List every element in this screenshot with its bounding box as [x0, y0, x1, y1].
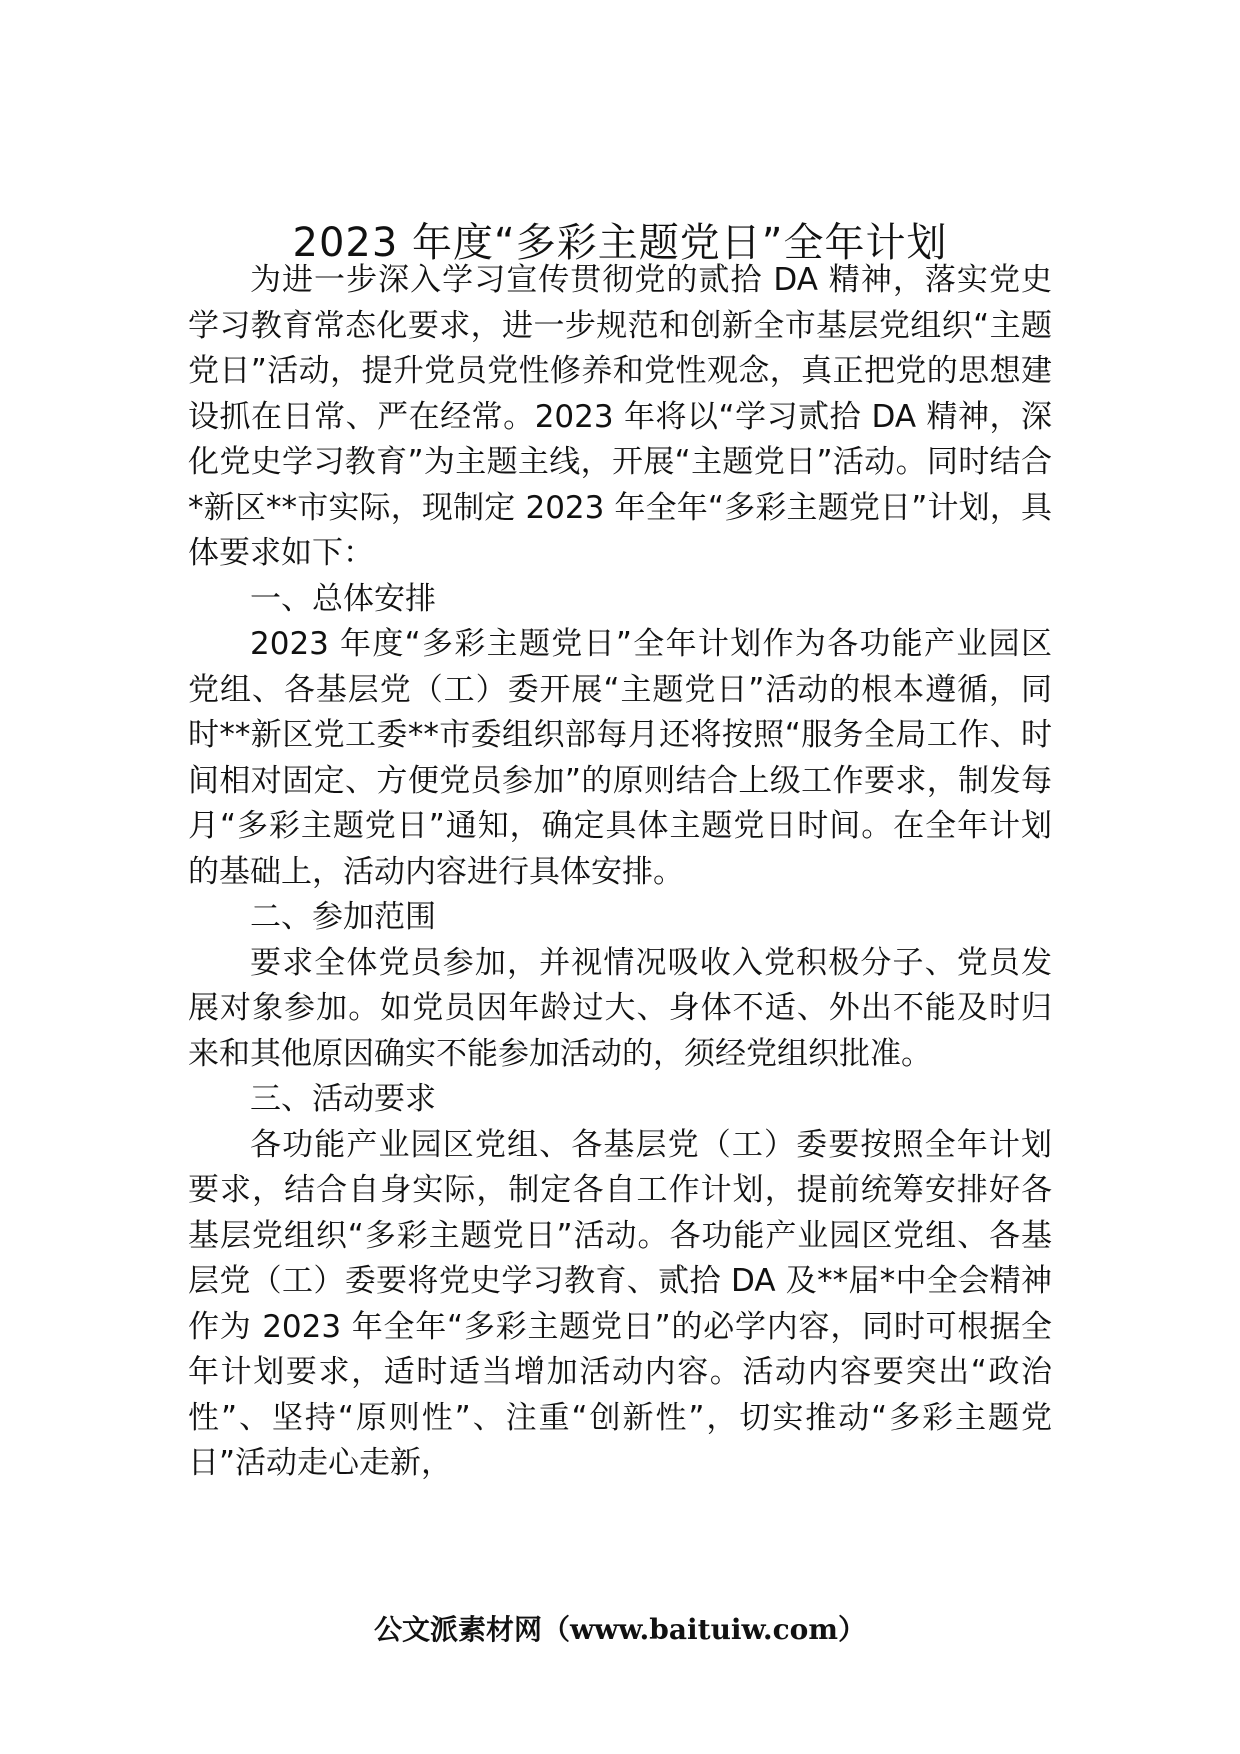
document-title: 2023 年度“多彩主题党日”全年计划 [292, 219, 948, 266]
participation-scope-paragraph: 要求全体党员参加，并视情况吸收入党积极分子、党员发展对象参加。如党员因年龄过大、身体不适、外出不能及时归来和其他原因确实不能参加活动的，须经党组织批准。 [188, 944, 1052, 1072]
document-body [188, 258, 1052, 1487]
overall-arrangement-paragraph: 2023 年度“多彩主题党日”全年计划作为各功能产业园区党组、各基层党（工）委开展“主题党日”活动的根本遵循，同时**新区党工委**市委组织部每月还将按照“服务全局工作、时间相对固定、方便党员参加”的原则结合上级工作要求，制发每月“多彩主题党日”通知，确定具体主题党日时间。在全年计划的基础上，活动内容进行具体安排。 [188, 626, 1052, 890]
section-heading-overall-arrangement: 一、总体安排 [250, 580, 436, 617]
section-heading-participation-scope: 二、参加范围 [250, 899, 436, 935]
intro-paragraph: 为进一步深入学习宣传贯彻党的贰拾 DA 精神，落实党史学习教育常态化要求，进一步规范和创新全市基层党组织“主题党日”活动，提升党员党性修养和党性观念，真正把党的思想建设抓在日常、严在经常。2023 年将以“学习贰拾 DA 精神，深化党史学习教育”为主题主线，开展“主题党日”活动。同时结合*新区**市实际，现制定 2023 年全年“多彩主题党日”计划，具体要求如下： [188, 262, 1052, 571]
activity-requirements-paragraph: 各功能产业园区党组、各基层党（工）委要按照全年计划要求，结合自身实际，制定各自工作计划，提前统筹安排好各基层党组织“多彩主题党日”活动。各功能产业园区党组、各基层党（工）委要将党史学习教育、贰拾 DA 及**届*中全会精神作为 2023 年全年“多彩主题党日”的必学内容，同时可根据全年计划要求，适时适当增加活动内容。活动内容要突出“政治性”、坚持“原则性”、注重“创新性”，切实推动“多彩主题党日”活动走心走新， [188, 1126, 1052, 1481]
source-watermark: 公文派素材网（www.baituiw.com） [374, 1613, 866, 1646]
section-heading-activity-requirements: 三、活动要求 [250, 1081, 436, 1117]
